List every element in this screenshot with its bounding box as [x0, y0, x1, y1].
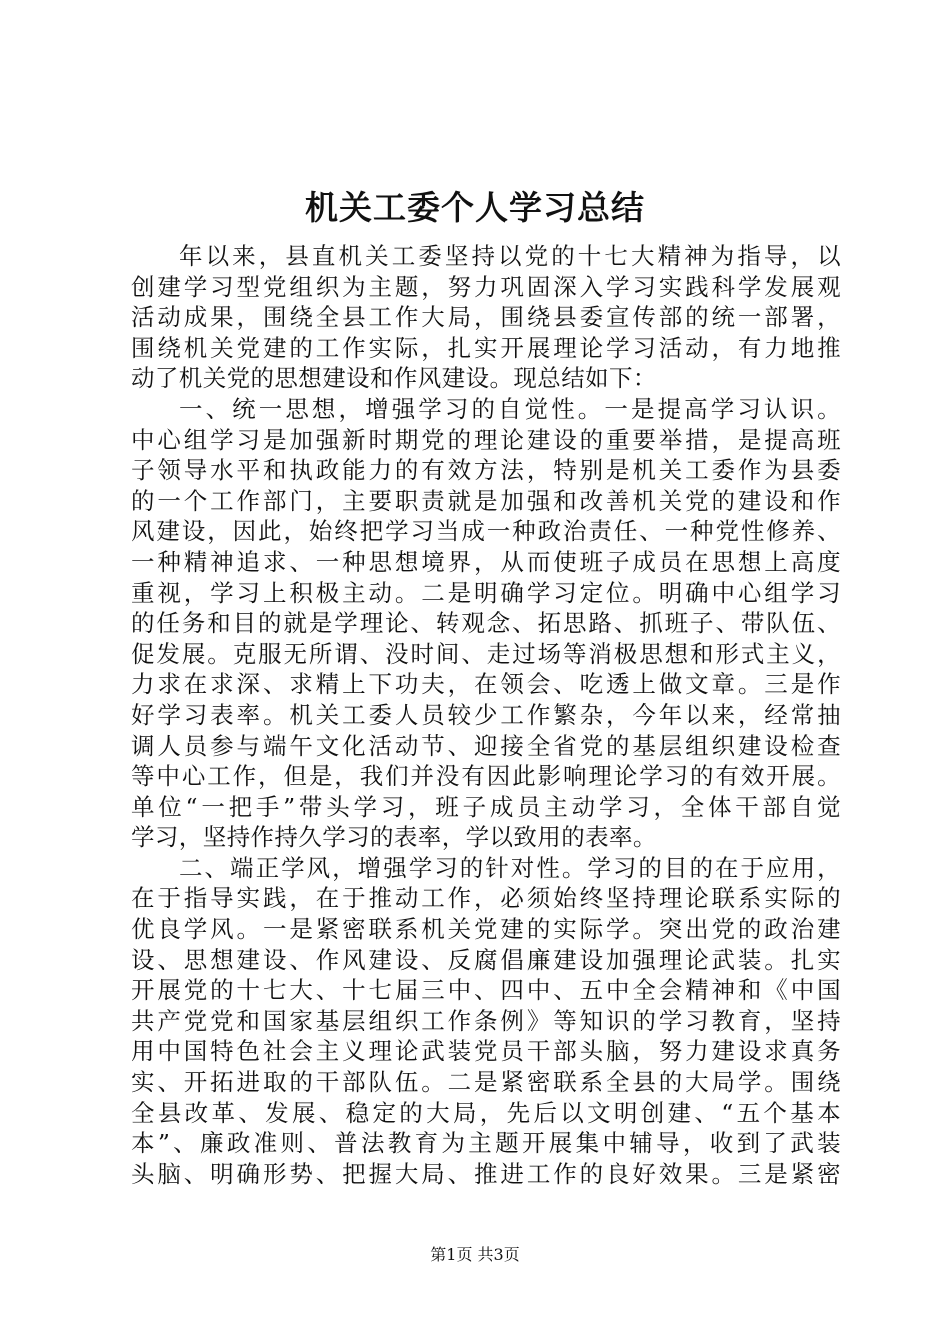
- paragraph-line: 学习，坚持作持久学习的表率，学以致用的表率。: [131, 823, 657, 852]
- paragraph-line: 围绕机关党建的工作实际，扎实开展理论学习活动，有力地推: [131, 333, 841, 362]
- document-body: [131, 241, 841, 1189]
- paragraph-line: 一、统一思想，增强学习的自觉性。一是提高学习认识。: [179, 394, 841, 423]
- paragraph-line: 开展党的十七大、十七届三中、四中、五中全会精神和《中国: [131, 976, 841, 1005]
- paragraph-line: 动了机关党的思想建设和作风建设。现总结如下：: [131, 364, 657, 393]
- paragraph-line: 本”、廉政准则、普法教育为主题开展集中辅导，收到了武装: [131, 1129, 841, 1158]
- page-footer: 第1页 共3页: [430, 1245, 520, 1264]
- paragraph-line: 设、思想建设、作风建设、反腐倡廉建设加强理论武装。扎实: [131, 945, 841, 974]
- paragraph-line: 共产党党和国家基层组织工作条例》等知识的学习教育，坚持: [131, 1006, 841, 1035]
- document-title: 机关工委个人学习总结: [305, 188, 645, 227]
- paragraph-line: 促发展。克服无所谓、没时间、走过场等消极思想和形式主义，: [131, 639, 841, 668]
- paragraph-line: 好学习表率。机关工委人员较少工作繁杂，今年以来，经常抽: [131, 700, 841, 729]
- paragraph-line: 中心组学习是加强新时期党的理论建设的重要举措，是提高班: [131, 425, 841, 454]
- paragraph-line: 子领导水平和执政能力的有效方法，特别是机关工委作为县委: [131, 456, 841, 485]
- paragraph-line: 用中国特色社会主义理论武装党员干部头脑，努力建设求真务: [131, 1037, 841, 1066]
- paragraph-line: 的一个工作部门，主要职责就是加强和改善机关党的建设和作: [131, 486, 841, 515]
- paragraph-line: 全县改革、发展、稳定的大局，先后以文明创建、“五个基本: [131, 1098, 841, 1127]
- paragraph-line: 一种精神追求、一种思想境界，从而使班子成员在思想上高度: [131, 547, 841, 576]
- paragraph-line: 活动成果，围绕全县工作大局，围绕县委宣传部的统一部署，: [131, 303, 841, 332]
- paragraph-line: 风建设，因此，始终把学习当成一种政治责任、一种党性修养、: [131, 517, 841, 546]
- paragraph-line: 在于指导实践，在于推动工作，必须始终坚持理论联系实际的: [131, 884, 841, 913]
- paragraph-line: 二、端正学风，增强学习的针对性。学习的目的在于应用，: [179, 853, 841, 882]
- paragraph-line: 等中心工作，但是，我们并没有因此影响理论学习的有效开展。: [131, 762, 841, 791]
- paragraph-line: 头脑、明确形势、把握大局、推进工作的良好效果。三是紧密: [131, 1159, 841, 1188]
- paragraph-line: 年以来，县直机关工委坚持以党的十七大精神为指导，以: [179, 242, 841, 270]
- paragraph-line: 创建学习型党组织为主题，努力巩固深入学习实践科学发展观: [131, 272, 841, 301]
- paragraph-line: 力求在求深、求精上下功夫，在领会、吃透上做文章。三是作: [131, 670, 841, 699]
- paragraph-line: 优良学风。一是紧密联系机关党建的实际学。突出党的政治建: [131, 915, 841, 944]
- paragraph-line: 重视，学习上积极主动。二是明确学习定位。明确中心组学习: [131, 578, 841, 607]
- paragraph-line: 的任务和目的就是学理论、转观念、拓思路、抓班子、带队伍、: [131, 609, 841, 638]
- paragraph-line: 单位“一把手”带头学习，班子成员主动学习，全体干部自觉: [131, 792, 841, 821]
- paragraph-line: 实、开拓进取的干部队伍。二是紧密联系全县的大局学。围绕: [131, 1068, 841, 1097]
- paragraph-line: 调人员参与端午文化活动节、迎接全省党的基层组织建设检查: [131, 731, 841, 760]
